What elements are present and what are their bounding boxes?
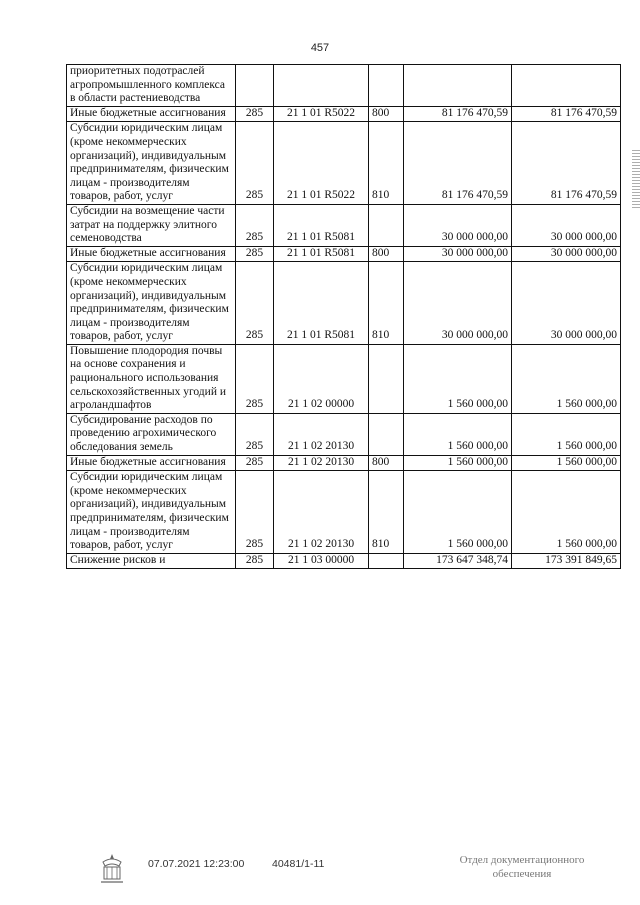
- table-row: [67, 471, 621, 554]
- cell-csr: 21 1 02 20130: [274, 471, 369, 554]
- cell-sum-1: 1 560 000,00: [404, 455, 512, 471]
- cell-sum-1: 30 000 000,00: [404, 246, 512, 262]
- cell-csr: 21 1 01 R5081: [274, 246, 369, 262]
- cell-vr: [369, 204, 404, 246]
- cell-glava: 285: [236, 344, 274, 413]
- cell-sum-1: 1 560 000,00: [404, 413, 512, 455]
- cell-sum-2: 1 560 000,00: [512, 413, 621, 455]
- emblem-icon: [97, 852, 127, 886]
- cell-vr: 810: [369, 471, 404, 554]
- cell-vr: 800: [369, 246, 404, 262]
- table-row: [67, 106, 621, 122]
- table-row: [67, 413, 621, 455]
- table-row: [67, 262, 621, 345]
- cell-glava: 285: [236, 122, 274, 205]
- cell-name: Повышение плодородия почвы на основе сохранения и рационального использования сельскохозяйственных угодий и агроландшафтов: [67, 344, 236, 413]
- cell-sum-2: 30 000 000,00: [512, 204, 621, 246]
- footer-date: 07.07.2021 12:23:00: [148, 858, 245, 870]
- cell-glava: 285: [236, 455, 274, 471]
- footer-doc-number: 40481/1-11: [272, 858, 325, 870]
- cell-csr: 21 1 03 00000: [274, 553, 369, 569]
- cell-sum-1: 1 560 000,00: [404, 471, 512, 554]
- cell-csr: 21 1 01 R5081: [274, 262, 369, 345]
- cell-sum-1: 30 000 000,00: [404, 262, 512, 345]
- cell-sum-1: [404, 65, 512, 107]
- cell-csr: 21 1 01 R5022: [274, 122, 369, 205]
- cell-name: Иные бюджетные ассигнования: [67, 246, 236, 262]
- cell-sum-1: 81 176 470,59: [404, 106, 512, 122]
- cell-name: Субсидии юридическим лицам (кроме некоммерческих организаций), индивидуальным предпринимателям, физическим лицам - производителям товаров, работ, услуг: [67, 262, 236, 345]
- cell-name: Субсидии юридическим лицам (кроме некоммерческих организаций), индивидуальным предпринимателям, физическим лицам - производителям товаров, работ, услуг: [67, 122, 236, 205]
- cell-sum-1: 30 000 000,00: [404, 204, 512, 246]
- cell-glava: 285: [236, 246, 274, 262]
- table-row: [67, 344, 621, 413]
- cell-csr: 21 1 02 20130: [274, 455, 369, 471]
- cell-csr: [274, 65, 369, 107]
- table-row: [67, 122, 621, 205]
- cell-sum-2: 1 560 000,00: [512, 344, 621, 413]
- cell-sum-1: 173 647 348,74: [404, 553, 512, 569]
- table-row: [67, 553, 621, 569]
- cell-csr: 21 1 01 R5022: [274, 106, 369, 122]
- table-row: [67, 455, 621, 471]
- table-row: [67, 204, 621, 246]
- table-row: [67, 65, 621, 107]
- cell-csr: 21 1 02 20130: [274, 413, 369, 455]
- cell-vr: 800: [369, 455, 404, 471]
- cell-vr: 800: [369, 106, 404, 122]
- cell-name: Субсидии юридическим лицам (кроме некоммерческих организаций), индивидуальным предпринимателям, физическим лицам - производителям товаров, работ, услуг: [67, 471, 236, 554]
- cell-glava: 285: [236, 553, 274, 569]
- cell-csr: 21 1 01 R5081: [274, 204, 369, 246]
- cell-sum-2: 173 391 849,65: [512, 553, 621, 569]
- cell-vr: [369, 344, 404, 413]
- cell-name: Снижение рисков и: [67, 553, 236, 569]
- page-number: 457: [310, 42, 330, 54]
- cell-vr: [369, 553, 404, 569]
- cell-vr: [369, 413, 404, 455]
- cell-name: Иные бюджетные ассигнования: [67, 106, 236, 122]
- cell-sum-1: 81 176 470,59: [404, 122, 512, 205]
- cell-csr: 21 1 02 00000: [274, 344, 369, 413]
- cell-vr: 810: [369, 122, 404, 205]
- department-stamp: Отдел документационного обеспечения: [459, 854, 585, 880]
- scan-edge-mark: [632, 150, 640, 210]
- cell-glava: 285: [236, 413, 274, 455]
- budget-table: [66, 64, 621, 569]
- cell-name: Иные бюджетные ассигнования: [67, 455, 236, 471]
- cell-vr: [369, 65, 404, 107]
- cell-sum-2: 81 176 470,59: [512, 106, 621, 122]
- footer: [0, 852, 640, 892]
- cell-sum-1: 1 560 000,00: [404, 344, 512, 413]
- cell-glava: 285: [236, 471, 274, 554]
- cell-sum-2: 30 000 000,00: [512, 262, 621, 345]
- cell-name: Субсидирование расходов по проведению агрохимического обследования земель: [67, 413, 236, 455]
- cell-vr: 810: [369, 262, 404, 345]
- cell-name: приоритетных подотраслей агропромышленного комплекса в области растениеводства: [67, 65, 236, 107]
- cell-sum-2: 81 176 470,59: [512, 122, 621, 205]
- cell-sum-2: 1 560 000,00: [512, 455, 621, 471]
- cell-sum-2: [512, 65, 621, 107]
- cell-glava: 285: [236, 262, 274, 345]
- cell-glava: 285: [236, 204, 274, 246]
- cell-glava: [236, 65, 274, 107]
- cell-sum-2: 30 000 000,00: [512, 246, 621, 262]
- table-row: [67, 246, 621, 262]
- cell-name: Субсидии на возмещение части затрат на поддержку элитного семеноводства: [67, 204, 236, 246]
- cell-glava: 285: [236, 106, 274, 122]
- cell-sum-2: 1 560 000,00: [512, 471, 621, 554]
